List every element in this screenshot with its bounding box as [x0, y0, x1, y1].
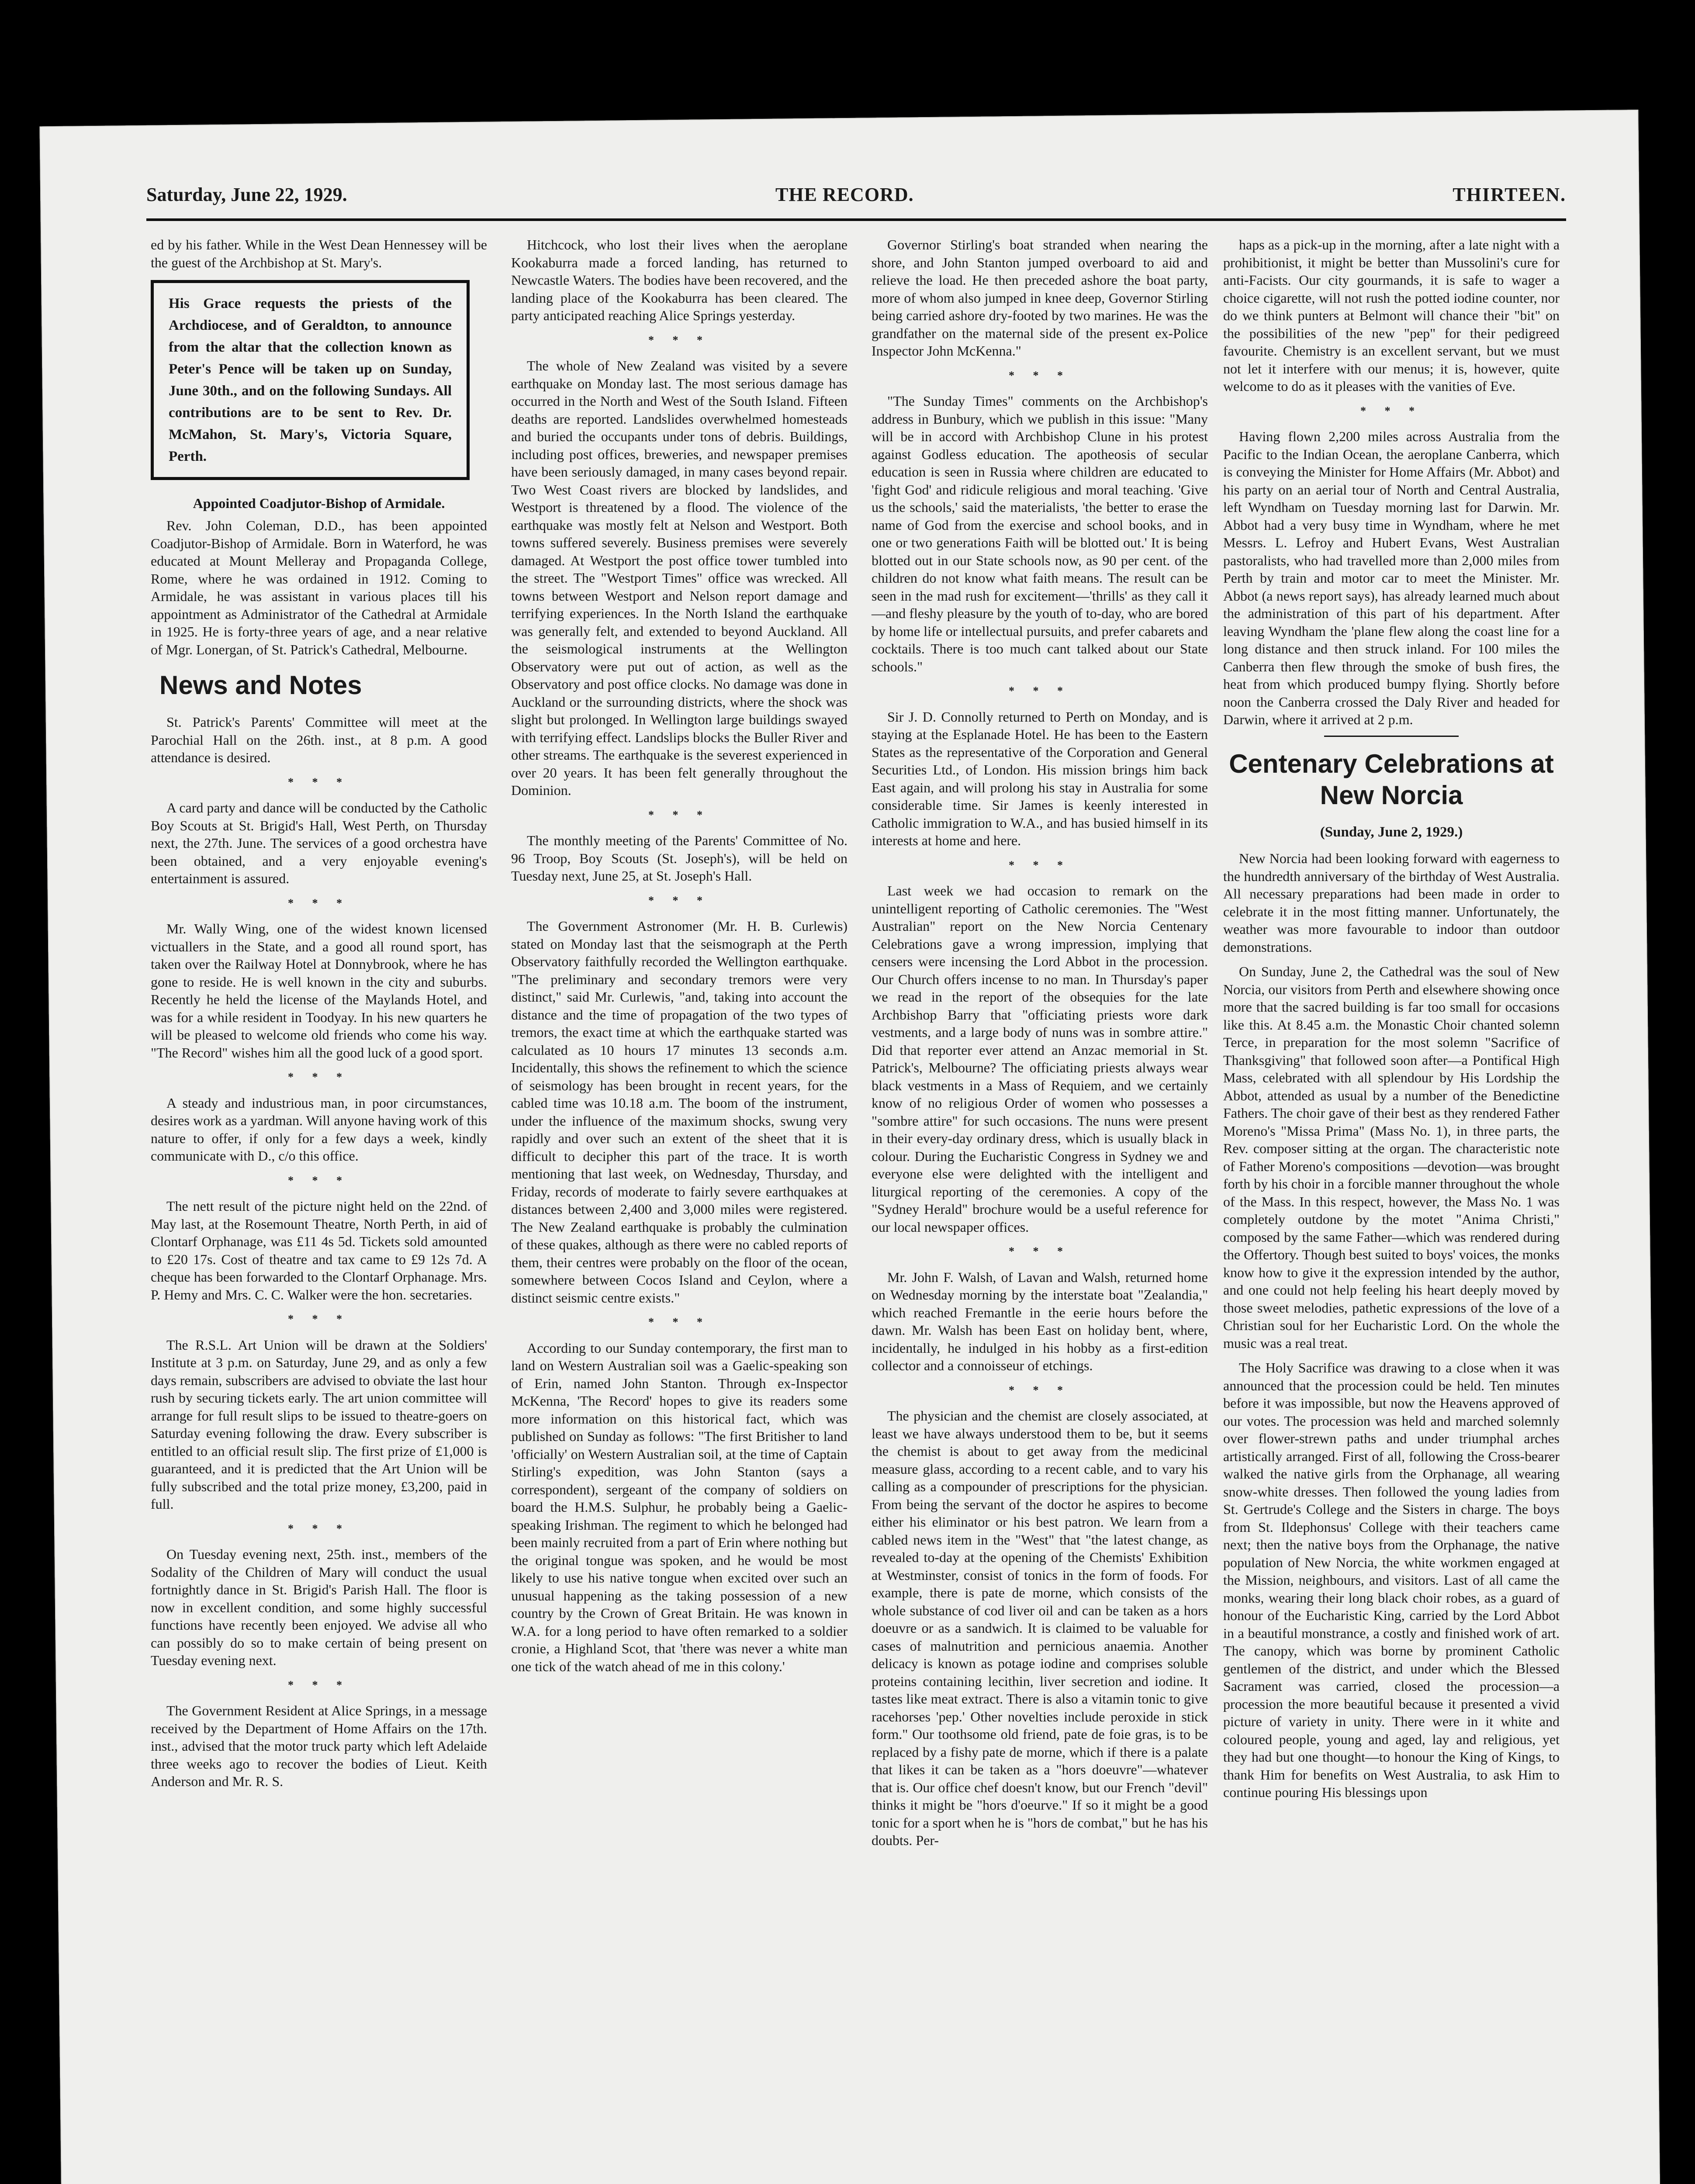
- page-header: [146, 183, 1566, 214]
- news-paragraph: Last week we had occasion to remark on the unintelligent reporting of Catholic ceremonies. The "West Australian" report on the New Norcia Centenary Celebrations gave a wrong impression, implying that censers were incensing the Lord Abbot in the procession. Our Church offers incense to no man. In Thursday's paper we read in the report of the obsequies for the late Archbishop Barry that "officiating priests wore dark vestments, and a large body of nuns was in sombre attire." Did that reporter ever attend an Anzac memorial in St. Patrick's, Melbourne? The officiating priests always wear black vestments in a Mass of Requiem, and we certainly know of no religious Order of women who possesses a "sombre attire" for such occasions. The nuns were present in their every-day ordinary dress, which is usually black in colour. During the Eucharistic Congress in Sydney we and everyone else were delighted with the intelligent and liturgical reporting of the ceremonies. A copy of the "Sydney Herald" brochure would be a useful reference for our local newspaper offices.: [872, 883, 1208, 1235]
- item-separator: * * *: [288, 1071, 350, 1083]
- issue-date: Saturday, June 22, 1929.: [146, 184, 347, 205]
- item-separator: * * *: [1009, 858, 1071, 871]
- news-items: [872, 236, 1208, 1849]
- item-separator: * * *: [1360, 404, 1422, 417]
- news-paragraph: Sir J. D. Connolly returned to Perth on Monday, and is staying at the Esplanade Hotel. He has been to the Eastern States as the representative of the Corporation and General Securities Ltd., of London. His mission brings him back East again, and will prolong his stay in Australia for some considerable time. Sir James is keenly interested in Catholic immigration to W.A., and has busied himself in its interests at home and here.: [872, 708, 1208, 848]
- news-paragraph: New Norcia had been looking forward with eagerness to the hundredth anniversary of the birthday of West Australia. All necessary preparations had been made in order to celebrate it in the most fitting manner. Unfortunately, the weather was more favourable to indoor than outdoor demonstrations.: [1223, 850, 1560, 955]
- news-paragraph: On Tuesday evening next, 25th. inst., members of the Sodality of the Children of Mary will conduct the usual fortnightly dance in St. Brigid's Parish Hall. The floor is now in excellent condition, and some highly successful functions have recently been enjoyed. We advise all who can possibly do so to make certain of being present on Tuesday evening next.: [151, 1546, 487, 1668]
- news-paragraph: The whole of New Zealand was visited by a severe earthquake on Monday last. The most serious damage has occurred in the North and West of the South Island. Fifteen deaths are reported. Landslides overwhelmed homesteads and buried the occupants under tons of debris. Buildings, including post offices, breweries, and newspaper premises have been seriously damaged, in many cases beyond repair. Two West Coast rivers are blocked by landslides, and Westport is threatened by a flood. The violence of the earthquake was mostly felt at Nelson and Westport. Both towns suffered severely. Business premises were severely damaged. At Westport the post office tower tumbled into the street. The "Westport Times" office was wrecked. All towns between Westport and Nelson report damage and terrifying experiences. In the North Island the earthquake was generally felt, and extended to beyond Auckland. All the seismological instruments at the Wellington Observatory were put out of action, as well as the Observatory and post office clocks. No damage was done in Auckland or the surrounding districts, where the shock was slight but prolonged. In Wellington large buildings swayed with terrifying effect. Landslips blocks the Buller River and other streams. The earthquake is the severest experienced in over 20 years. It has been felt generally throughout the Dominion.: [511, 358, 848, 798]
- news-paragraph: Hitchcock, who lost their lives when the aeroplane Kookaburra made a forced landing, has returned to Newcastle Waters. The bodies have been recovered, and the landing place of the Kookaburra has been cleared. The party anticipated reaching Alice Springs yesterday.: [511, 237, 848, 323]
- news-paragraph: "The Sunday Times" comments on the Archbishop's address in Bunbury, which we publish in this issue: "Many will be in accord with Archbishop Clune in his protest against Godless education. The apotheosis of secular education is seen in Russia where children are educated to 'fight God' and ridicule religious and moral teaching. 'Give us the schools,' said the materialists, 'the better to erase the name of God from the exercise and school books, and in one or two generations Faith will be blotted out.' It is being blotted out in our State schools now, as 90 per cent. of the children do not know what faith means. The result can be seen in the mad rush for excitement—'thrills' as they call it—and fleshy pleasure by the youth of to-day, who are bored by home life or intellectual pursuits, and prefer cabarets and cocktails. There is too much cant talked about our State schools.": [872, 393, 1208, 674]
- masthead: THE RECORD.: [775, 184, 914, 205]
- item-separator: * * *: [1009, 1245, 1071, 1258]
- news-paragraph: Mr. Wally Wing, one of the widest known licensed victuallers in the State, and a good all round sport, has taken over the Railway Hotel at Donnybrook, where he has gone to reside. He is well known in the city and suburbs. Recently he held the license of the Maylands Hotel, and was for a while resident in Toodyay. In his new quarters he will be pleased to welcome old friends who come his way. "The Record" wishes him all the good luck of a good sport.: [151, 921, 487, 1061]
- news-paragraph: The R.S.L. Art Union will be drawn at the Soldiers' Institute at 3 p.m. on Saturday, June 29, and as only a few days remain, subscribers are advised to obviate the last hour rush by securing tickets early. The art union committee will arrange for full result slips to be issued to theatre-goers on Saturday evening following the draw. Every subscriber is entitled to an official result slip. The first prize of £1,000 is guaranteed, and it is predicted that the Art Union will be fully subscribed and the total prize money, £3,200, paid in full.: [151, 1337, 487, 1512]
- news-paragraph: The Government Resident at Alice Springs, in a message received by the Department of Home Affairs on the 17th. inst., advised that the motor truck party which left Adelaide three weeks ago to recover the bodies of Lieut. Keith Anderson and Mr. R. S.: [151, 1703, 487, 1789]
- item-separator: * * *: [1009, 369, 1071, 382]
- news-paragraph: The Holy Sacrifice was drawing to a close when it was announced that the procession could be held. Ten minutes before it was impossible, but now the Heavens approved of our votes. The procession was held and marched solemnly over flower-strewn paths and under triumphal arches artistically arranged. First of all, following the Cross-bearer walked the native girls from the Orphanage, all wearing snow-white dresses. Then followed the young ladies from St. Gertrude's College and the Sisters in charge. The boys from St. Ildephonsus' College with their teachers came next; then the native boys from the Orphanage, the native population of New Norcia, the white workmen engaged at the Mission, neighbours, and visitors. Last of all came the monks, wearing their long black choir robes, as a guard of honour of the Eucharistic King, carried by the Lord Abbot in a beautiful monstrance, a costly and finished work of art. The canopy, which was borne by prominent Catholic gentlemen of the district, and under which the Blessed Sacrament was carried, closed the procession—a procession the more beautiful because it presented a vivid picture of variety in unity. There were in it white and coloured people, young and aged, lay and religious, yet they had but one thought—to honour the King of Kings, to thank Him for benefits on West Australia, to ask Him to continue pouring His blessings upon: [1223, 1360, 1560, 1800]
- news-paragraph: Mr. John F. Walsh, of Lavan and Walsh, returned home on Wednesday morning by the interstate boat "Zealandia," which reached Fremantle in the eerie hours before the dawn. Mr. Walsh has been East on holiday bent, where, incidentally, he indulged in his hobby as a first-edition collector and a connoisseur of etchings.: [872, 1269, 1208, 1373]
- new-norcia-article: [1223, 850, 1560, 1801]
- column-2: [511, 236, 848, 1682]
- item-separator: * * *: [288, 1522, 350, 1535]
- coadjutor-heading: Appointed Coadjutor-Bishop of Armidale.: [193, 495, 445, 511]
- news-paragraph: St. Patrick's Parents' Committee will meet at the Parochial Hall on the 26th. inst., at 8 p.m. A good attendance is desired.: [151, 714, 487, 765]
- column-4: [1223, 236, 1560, 1808]
- header-rule: [146, 218, 1566, 221]
- article-continuation: ed by his father. While in the West Dean Hennessey will be the guest of the Archbishop at St. Mary's.: [151, 237, 487, 270]
- new-norcia-dateline: (Sunday, June 2, 1929.): [1320, 824, 1463, 840]
- news-items: [151, 713, 487, 1790]
- news-items: [1223, 236, 1560, 729]
- news-paragraph: A card party and dance will be conducted by the Catholic Boy Scouts at St. Brigid's Hall, West Perth, on Thursday next, the 27th. June. The services of a good orchestra have been obtained, and a very enjoyable evening's entertainment is assured.: [151, 800, 487, 886]
- news-paragraph: The Government Astronomer (Mr. H. B. Curlewis) stated on Monday last that the seismograph at the Perth Observatory faithfully recorded the Wellington earthquake. "The preliminary and secondary tremors were very distinct," said Mr. Curlewis, "and, taking into account the distance and the time of propagation of the two types of tremors, the exact time at which the earthquake started was calculated as 10 hours 17 minutes 13 seconds a.m. Incidentally, this shows the refinement to which the science of seismology has been brought in recent years, for the cabled time was 10.18 a.m. The boom of the instrument, under the influence of the maximum shocks, swung very rapidly and over such an extent of the sheet that it is difficult to decipher this part of the trace. It is worth mentioning that last week, on Wednesday, Thursday, and Friday, records of moderate to fairly severe earthquakes at distances between 2,400 and 3,000 miles were registered. The New Zealand earthquake is probably the culmination of these quakes, although as there were no cabled reports of them, their centres were probably on the floor of the ocean, somewhere between Cocos Island and Ceylon, where a distinct seismic centre exists.": [511, 918, 848, 1306]
- news-paragraph: The monthly meeting of the Parents' Committee of No. 96 Troop, Boy Scouts (St. Joseph's), will be held on Tuesday next, June 25, at St. Joseph's Hall.: [511, 833, 848, 884]
- column-1: [151, 236, 487, 1797]
- news-paragraph: According to our Sunday contemporary, the first man to land on Western Australian soil was a Gaelic-speaking son of Erin, named John Stanton. Through ex-Inspector McKenna, 'The Record' hopes to give its readers some more information on this historical fact, which was published on Sunday as follows: "The first Britisher to land 'officially' on Western Australian soil, at the time of Captain Stirling's expedition, was John Stanton (says a correspondent), sergeant of the company of soldiers on board the H.M.S. Sulphur, he probably being a Gaelic-speaking Irishman. The regiment to which he belonged had been mainly recruited from a part of Erin where nothing but the original tongue was spoken, and he would be most likely to use his native tongue when excited over such an unusual happening as the taking possession of a new country by the Crown of Great Britain. He was known in W.A. for a long period to have often remarked to a soldier cronie, a Highland Scot, that 'there was never a white man one tick of the watch ahead of me in this colony.': [511, 1340, 848, 1674]
- item-separator: * * *: [288, 896, 350, 909]
- item-separator: * * *: [288, 1678, 350, 1691]
- news-paragraph: The nett result of the picture night held on the 22nd. of May last, at the Rosemount Theatre, North Perth, in aid of Clontarf Orphanage, was £11 4s 5d. Tickets sold amounted to £20 17s. Cost of theatre and tax came to £9 12s 7d. A cheque has been forwarded to the Clontarf Orphanage. Mrs. P. Hemy and Mrs. C. C. Walker were the hon. secretaries.: [151, 1198, 487, 1303]
- news-paragraph: haps as a pick-up in the morning, after a late night with a prohibitionist, it might be better than Mussolini's cure for anti-Facists. Our city gourmands, it is safe to wager a choice cigarette, will not rush the potted iodine counter, nor do we think punters at Belmont will chance their "bit" on the possibilities of the new "pep" for their pedigreed favourite. Chemistry is an excellent servant, but we must not let it interfere with our menus; it is, however, quite welcome to do as it pleases with the vanities of Eve.: [1223, 237, 1560, 394]
- news-items: [511, 236, 848, 1675]
- item-separator: * * *: [648, 333, 710, 346]
- item-separator: * * *: [648, 894, 710, 907]
- item-separator: * * *: [648, 808, 710, 821]
- section-rule: [1324, 736, 1459, 737]
- news-paragraph: A steady and industrious man, in poor circumstances, desires work as a yardman. Will anyone having work of this nature to offer, if only for a few days a week, kindly communicate with D., c/o this office.: [151, 1095, 487, 1164]
- page-number: THIRTEEN.: [1453, 184, 1566, 205]
- item-separator: * * *: [1009, 684, 1071, 697]
- item-separator: * * *: [1009, 1383, 1071, 1396]
- new-norcia-heading: Centenary Celebrations at New Norcia: [1229, 749, 1554, 810]
- item-separator: * * *: [648, 1316, 710, 1328]
- news-paragraph: Having flown 2,200 miles across Australia from the Pacific to the Indian Ocean, the aeroplane Canberra, which is conveying the Minister for Home Affairs (Mr. Abbot) and his party on an aerial tour of North and Central Australia, left Wyndham on Tuesday morning last for Darwin. Mr. Abbot had a very busy time in Wyndham, where he met Messrs. L. Lefroy and Hubert Evans, West Australian pastoralists, who had travelled more than 2,000 miles from Perth by train and motor car to meet the Minister. Mr. Abbot (a news report says), has already learned much about the administration of this part of his department. After leaving Wyndham the 'plane flew along the coast line for a long distance and then struck inland. For 100 miles the Canberra then flew through the smoke of bush fires, the heat from which produced bumpy flying. Shortly before noon the Canberra crossed the Daly River and headed for Darwin, where it arrived at 2 p.m.: [1223, 429, 1560, 727]
- coadjutor-article: Rev. John Coleman, D.D., has been appointed Coadjutor-Bishop of Armidale. Born in Waterford, he was educated at Mount Melleray and Propaganda College, Rome, where he was ordained in 1912. Coming to Armidale, he was assistant in various places till his appointment as Administrator of the Cathedral at Armidale in 1925. He is forty-three years of age, and a near relative of Mgr. Lonergan, of St. Patrick's Cathedral, Melbourne.: [151, 518, 487, 657]
- item-separator: * * *: [288, 775, 350, 788]
- news-and-notes-heading: News and Notes: [159, 670, 362, 700]
- news-paragraph: Governor Stirling's boat stranded when nearing the shore, and John Stanton jumped overboard to aid and relieve the load. He then preceded ashore the boat party, more of whom also jumped in knee deep, Governor Stirling being carried ashore dry-footed by two marines. He was the grandfather on the maternal side of the present ex-Police Inspector John McKenna.": [872, 237, 1208, 359]
- item-separator: * * *: [288, 1174, 350, 1187]
- peters-pence-notice: His Grace requests the priests of the Archdiocese, and of Geraldton, to announce from the altar that the collection known as Peter's Pence will be taken up on Sunday, June 30th., and on the following Sundays. All contributions are to be sent to Rev. Dr. McMahon, St. Mary's, Victoria Square, Perth.: [151, 280, 470, 480]
- news-paragraph: On Sunday, June 2, the Cathedral was the soul of New Norcia, our visitors from Perth and elsewhere showing once more that the sacred building is far too small for occasions like this. At 8.45 a.m. the Monastic Choir chanted solemn Terce, in preparation for the most solemn "Sacrifice of Thanksgiving" that followed soon after—a Pontifical High Mass, celebrated with all splendour by His Lordship the Abbot, attended as usual by a number of the Benedictine Fathers. The choir gave of their best as they rendered Father Moreno's "Missa Prima" (Mass No. 1), in three parts, the Rev. composer sitting at the organ. The characteristic note of Father Moreno's compositions —devotion—was brought forth by his choir in a forcible manner throughout the whole of the Mass. In this respect, however, the Mass No. 1 was completely outdone by the motet "Anima Christi," composed by the same Father—which was rendered during the Offertory. Though best suited to boys' voices, the monks know how to give it the expression intended by the author, and one could not help feeling his heart deeply moved by those sweet melodies, pathetic expressions of the love of a Christian soul for her Eucharistic Lord. On the whole the music was a real treat.: [1223, 964, 1560, 1351]
- item-separator: * * *: [288, 1313, 350, 1325]
- column-3: [872, 236, 1208, 1856]
- news-paragraph: The physician and the chemist are closely associated, at least we have always understood them to be, but it seems the chemist is about to get away from the medicinal measure glass, according to a recent cable, and to vary his calling as a compounder of prescriptions for the physician. From being the servant of the doctor he aspires to become either his eliminator or his best patron. We learn from a cabled news item in the "West" that "the latest change, as revealed to-day at the opening of the Chemists' Exhibition at Westminster, consist of tonics in the form of foods. For example, there is pate de morne, which consists of the whole substance of cod liver oil and can be taken as a hors doeuvre or as a sandwich. It is claimed to be valuable for cases of malnutrition and pernicious anaemia. Another delicacy is known as potage iodine and comprises soluble proteins containing lecithin, liver secretion and iodine. It tastes like meat extract. There is also a vitamin tonic to give racehorses 'pep.' Other novelties include peroxide in stick form." Our toothsome old friend, pate de foie gras, is to be replaced by a fishy pate de morne, which if there is a palate that likes it can be taken as a "hors doeuvre"—whatever that is. Our office chef doesn't know, but our French "devil" thinks it might be "hors d'oeurve." If so it might be a good tonic for a sport when he is "hors de combat," but he has his doubts. Per-: [872, 1408, 1208, 1848]
